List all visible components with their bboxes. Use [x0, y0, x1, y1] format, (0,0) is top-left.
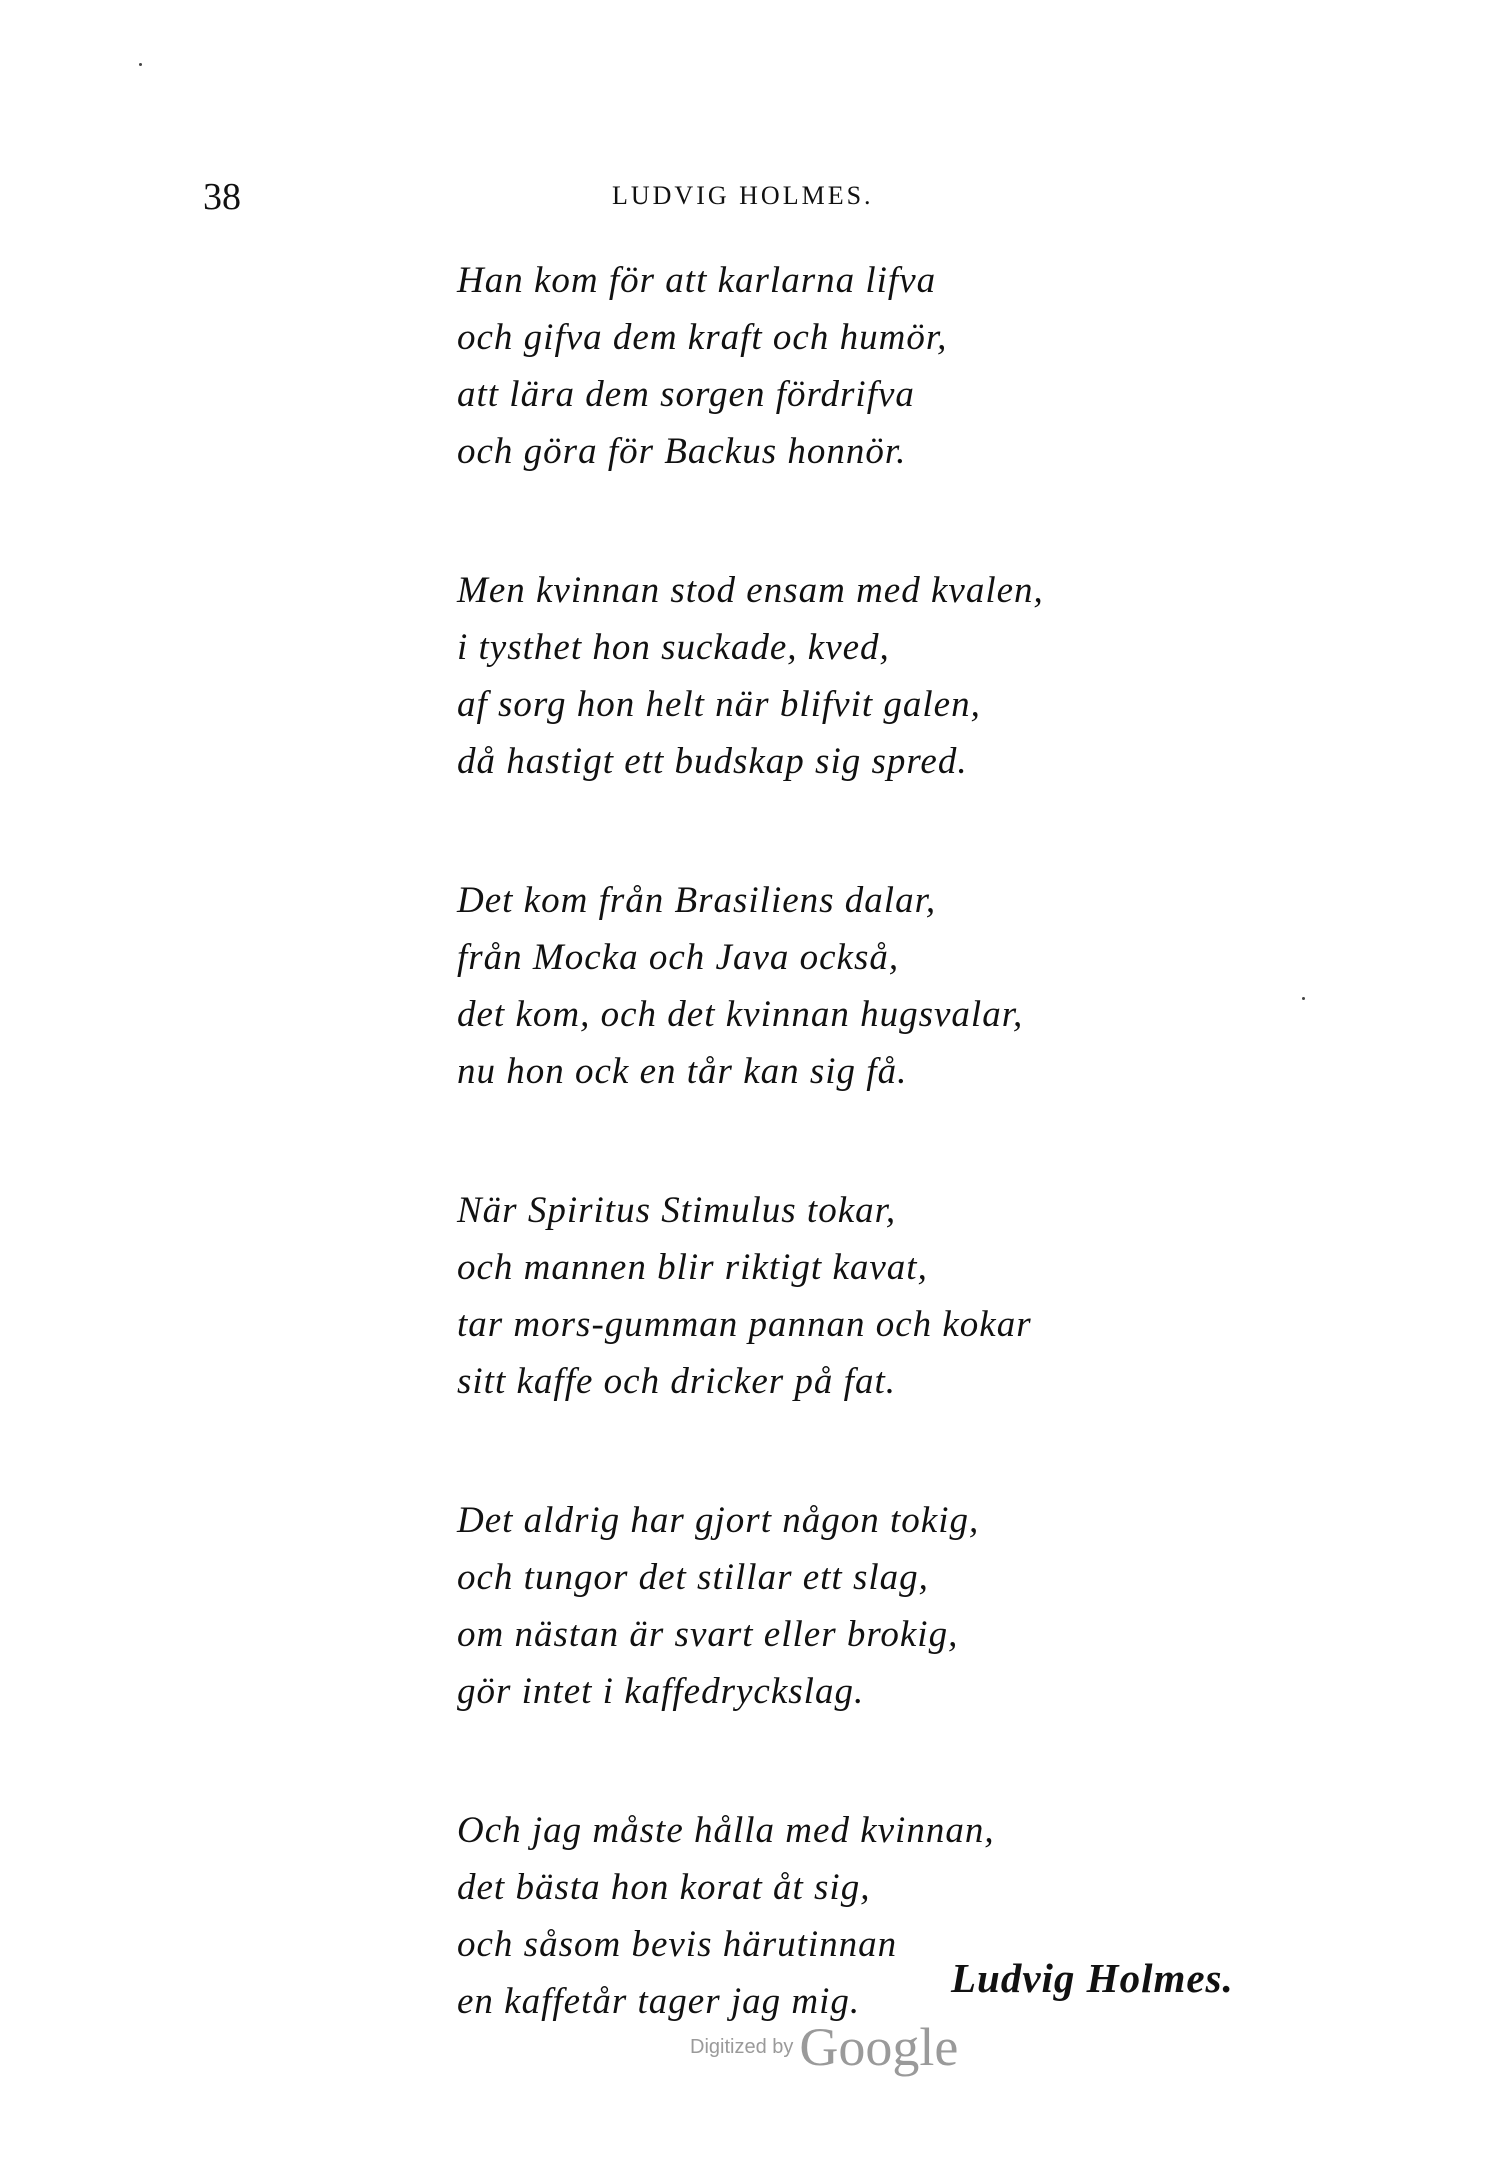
stanza [457, 872, 1157, 1100]
running-title: LUDVIG HOLMES. [612, 181, 874, 210]
poem-body [457, 252, 1157, 2112]
poem-line: tar mors-gumman pannan och kokar [457, 1304, 1032, 1345]
poem-line: och mannen blir riktigt kavat, [457, 1247, 928, 1288]
poem-line: det kom, och det kvinnan hugsvalar, [457, 994, 1024, 1035]
poem-line: När Spiritus Stimulus tokar, [457, 1190, 897, 1231]
poem-line: Det aldrig har gjort någon tokig, [457, 1500, 980, 1541]
digitization-watermark [690, 2017, 959, 2077]
poem-line: Men kvinnan stod ensam med kvalen, [457, 570, 1044, 611]
poem-line: Han kom för att karlarna lifva [457, 260, 937, 301]
author-signature: Ludvig Holmes. [951, 1955, 1234, 2001]
scan-speck [139, 63, 142, 66]
poem-line: om nästan är svart eller brokig, [457, 1614, 959, 1655]
watermark-logo-text: Google [799, 2017, 959, 2077]
poem-line: nu hon ock en tår kan sig få. [457, 1051, 908, 1092]
poem-line: sitt kaffe och dricker på fat. [457, 1361, 896, 1402]
poem-line: och gifva dem kraft och humör, [457, 317, 948, 358]
page-number: 38 [203, 176, 241, 218]
poem-line: från Mocka och Java också, [457, 937, 900, 978]
poem-line: att lära dem sorgen fördrifva [457, 374, 915, 415]
stanza [457, 1182, 1157, 1410]
poem-line: en kaffetår tager jag mig. [457, 1981, 861, 2022]
stanza [457, 1492, 1157, 1720]
poem-line: och såsom bevis härutinnan [457, 1924, 898, 1965]
stanza [457, 252, 1157, 480]
poem-line: och göra för Backus honnör. [457, 431, 907, 472]
poem-line: och tungor det stillar ett slag, [457, 1557, 929, 1598]
poem-line: Och jag måste hålla med kvinnan, [457, 1810, 995, 1851]
poem-line: då hastigt ett budskap sig spred. [457, 741, 968, 782]
poem-line: Det kom från Brasiliens dalar, [457, 880, 937, 921]
poem-line: det bästa hon korat åt sig, [457, 1867, 871, 1908]
stanza [457, 562, 1157, 790]
poem-line: af sorg hon helt när blifvit galen, [457, 684, 981, 725]
watermark-prefix: Digitized by [690, 2036, 794, 2058]
poem-line: i tysthet hon suckade, kved, [457, 627, 890, 668]
scan-speck [1302, 997, 1305, 1000]
poem-line: gör intet i kaffedryckslag. [457, 1671, 865, 1712]
